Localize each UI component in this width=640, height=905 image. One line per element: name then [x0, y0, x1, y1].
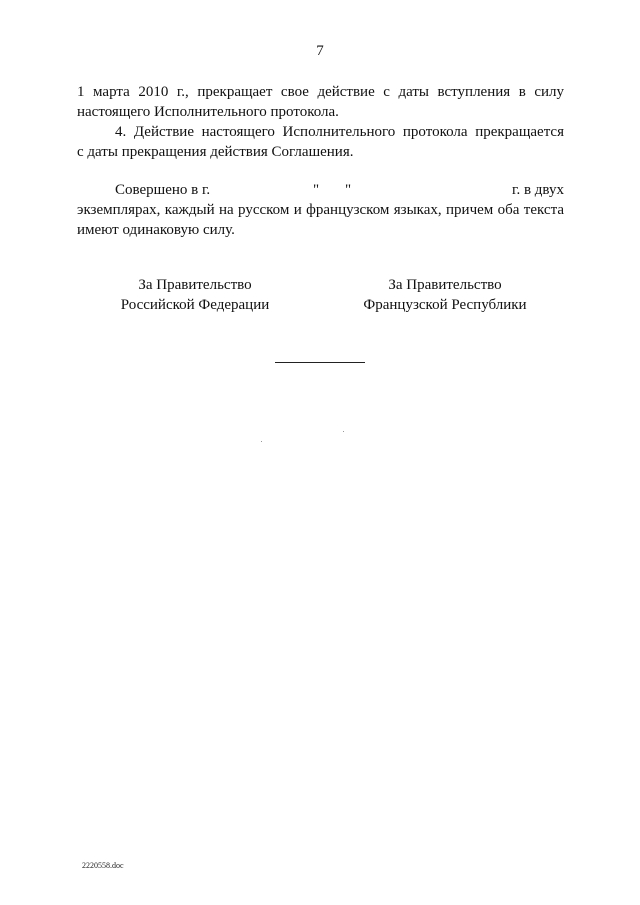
scan-speck: [261, 441, 262, 442]
paragraph-1-line-2: настоящего Исполнительного протокола.: [77, 104, 339, 120]
in-two-text: г. в двух: [512, 182, 564, 198]
scan-speck: [343, 431, 344, 432]
signature-russia: [110, 275, 280, 315]
signature-france: [355, 275, 535, 315]
paragraph-2: [77, 122, 564, 162]
paragraph-1-line-1: 1 марта 2010 г., прекращает свое действие с даты вступления в силу: [77, 84, 564, 100]
paragraph-3-rest: [77, 200, 564, 240]
signature-france-line-1: За Правительство: [388, 277, 502, 293]
paragraph-3-line-2: экземплярах, каждый на русском и французском языках, причем оба текста: [77, 202, 564, 218]
paragraph-1: [77, 82, 564, 122]
date-quote-close: ": [345, 182, 352, 198]
paragraph-2-line-2: с даты прекращения действия Соглашения.: [77, 144, 354, 160]
end-divider-line: [275, 362, 365, 363]
date-quote-open: ": [313, 182, 320, 198]
footer-filename: 2220558.doc: [82, 861, 124, 870]
done-at-text: Совершено в г.: [115, 182, 211, 198]
paragraph-3-line-3: имеют одинаковую силу.: [77, 222, 235, 238]
paragraph-2-line-1: 4. Действие настоящего Исполнительного протокола прекращается: [115, 124, 564, 140]
page-number: 7: [316, 43, 324, 59]
signature-russia-line-2: Российской Федерации: [120, 297, 270, 313]
signature-france-line-2: Французской Республики: [363, 297, 527, 313]
signature-russia-line-1: За Правительство: [138, 277, 252, 293]
